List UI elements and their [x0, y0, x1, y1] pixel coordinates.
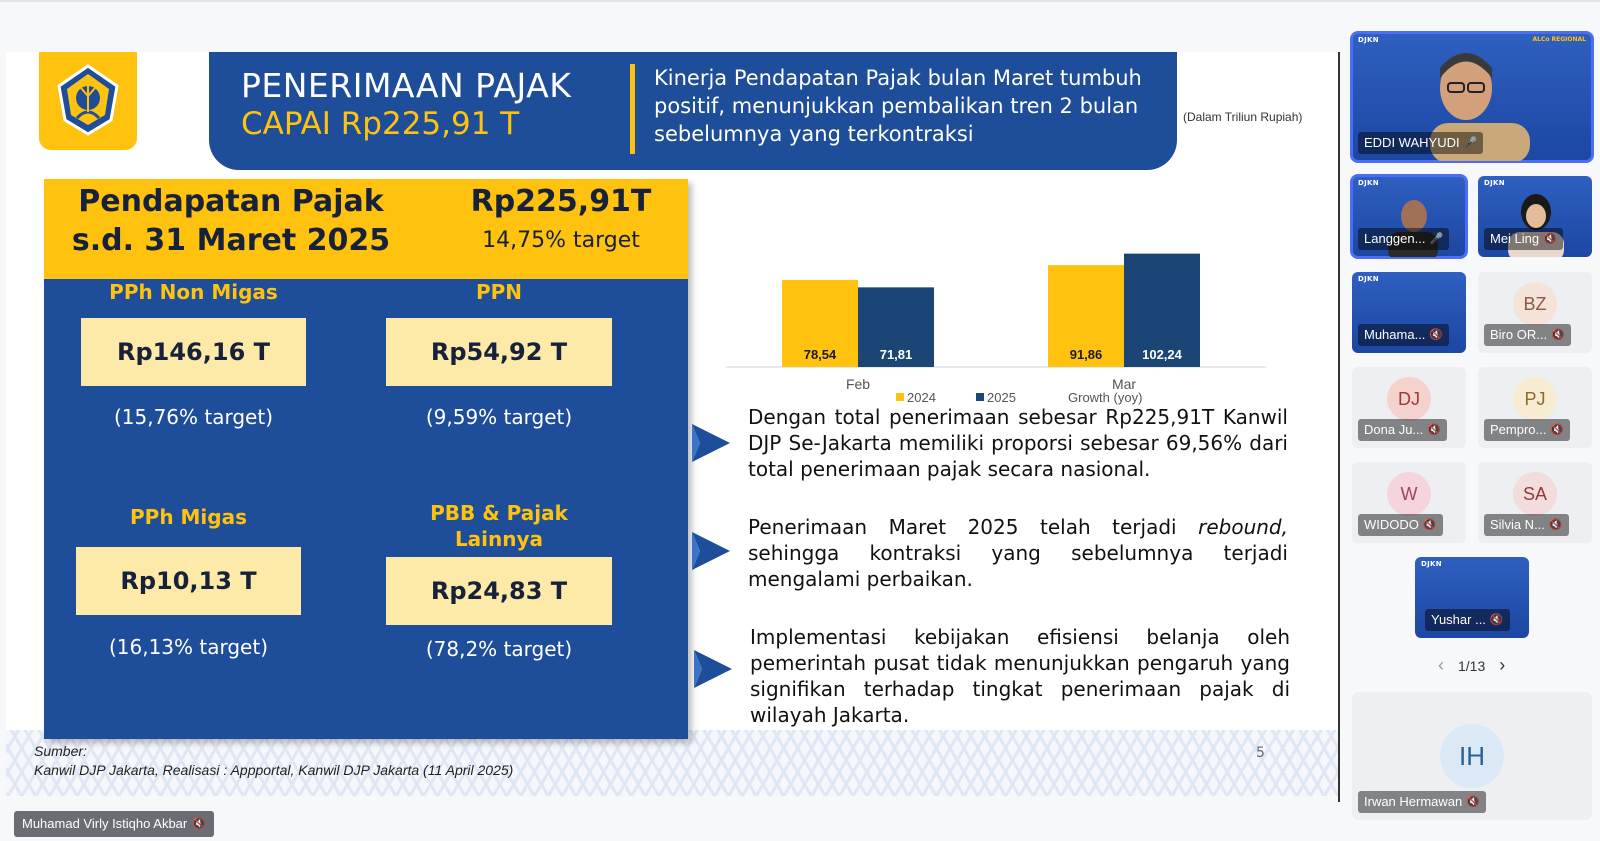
bullet-text-italic: rebound,: [1198, 515, 1288, 539]
participant-name: [1358, 419, 1447, 441]
emblem-icon: [39, 52, 137, 150]
participant-tile[interactable]: [1415, 557, 1529, 638]
avatar: BZ: [1513, 282, 1557, 326]
category-label-line2: Lainnya: [454, 527, 544, 551]
participant-name-text: EDDI WAHYUDI: [1364, 135, 1460, 150]
category-target: (78,2% target): [425, 637, 573, 661]
chart-category-label: Mar: [1111, 376, 1137, 392]
participant-tile[interactable]: [1352, 692, 1592, 820]
mic-muted-icon: 🔇: [1427, 424, 1441, 436]
participant-tile[interactable]: [1478, 176, 1592, 257]
play-arrow-icon: [688, 646, 734, 692]
next-page-button[interactable]: ›: [1499, 655, 1506, 675]
bullet-text: [748, 514, 1288, 592]
participant-name: [1358, 228, 1449, 250]
revenue-bar-chart: [726, 217, 1296, 407]
participant-name: [1484, 228, 1563, 250]
category-label-line1: PBB & Pajak: [430, 501, 568, 525]
category-target: (9,59% target): [425, 405, 573, 429]
bullet-text-part: Penerimaan Maret 2025 telah terjadi: [748, 515, 1199, 539]
participant-name-text: WIDODO: [1364, 517, 1419, 532]
avatar: DJ: [1387, 377, 1431, 421]
summary-target: 14,75% target: [482, 228, 640, 253]
participant-name: [1484, 324, 1571, 346]
participant-name-text: Biro OR...: [1490, 327, 1548, 342]
category-target: (16,13% target): [108, 635, 269, 659]
participant-name-text: Dona Ju...: [1364, 422, 1424, 437]
mic-icon: 🎤: [1463, 137, 1478, 149]
self-name: Muhamad Virly Istiqho Akbar: [22, 816, 188, 831]
play-arrow-icon: [686, 420, 732, 466]
participant-tile[interactable]: [1478, 462, 1592, 543]
self-name-tag: [14, 811, 214, 837]
participant-name: [1425, 609, 1510, 631]
participant-name-text: Mei Ling: [1490, 231, 1540, 246]
bullet-text: Implementasi kebijakan efisiensi belanja oleh pemerintah pusat tidak menunjukkan pengaruh yang signifikan terhadap tingkat penerimaan pajak di wilayah Jakarta.: [750, 625, 1290, 727]
category-label: PPN: [475, 280, 523, 304]
participant-name: [1358, 791, 1486, 813]
summary-title-line2: s.d. 31 Maret 2025: [71, 223, 391, 258]
mic-muted-icon: 🔇: [1489, 614, 1504, 626]
bullet-text: Dengan total penerimaan sebesar Rp225,91T Kanwil DJP Se-Jakarta memiliki proporsi sebesar 69,56% dari total penerimaan pajak secara nasional.: [748, 405, 1288, 481]
participant-name-text: Silvia N...: [1490, 517, 1545, 532]
page-indicator: 1/13: [1458, 657, 1486, 674]
title-divider: [630, 64, 635, 154]
participant-name-text: Irwan Hermawan: [1364, 794, 1463, 809]
mic-muted-icon: 🔇: [192, 818, 206, 830]
category-label: PPh Migas: [130, 505, 247, 529]
category-amount: Rp10,13 T: [76, 547, 301, 615]
mic-muted-icon: 🔇: [1548, 519, 1563, 531]
participant-name: [1358, 514, 1443, 536]
brand-logo: ALCo REGIONAL: [1532, 36, 1586, 43]
slide-title-amount: CAPAI Rp225,91 T: [241, 106, 520, 142]
participant-name: [1484, 419, 1570, 441]
category-amount: Rp24,83 T: [386, 557, 612, 625]
shared-slide: [6, 52, 1340, 796]
chart-data-label: 91,86: [1069, 347, 1103, 362]
brand-logo: DJKN: [1421, 560, 1442, 568]
legend-entry: 2024: [907, 390, 936, 405]
brand-logo: DJKN: [1358, 275, 1379, 283]
bullet-text-part: sehingga kontraksi yang sebelumnya terjadi mengalami perbaikan.: [748, 541, 1288, 591]
avatar: PJ: [1513, 377, 1557, 421]
participant-tile[interactable]: [1352, 462, 1466, 543]
slide-title: PENERIMAAN PAJAK: [241, 66, 572, 105]
mic-muted-icon: 🔇: [1551, 329, 1565, 341]
participant-name-text: Yushar ...: [1431, 612, 1486, 627]
source-text: Kanwil DJP Jakarta, Realisasi : Appportal, Kanwil DJP Jakarta (11 April 2025): [34, 762, 514, 778]
mic-muted-icon: 🔇: [1466, 796, 1480, 808]
unit-note: (Dalam Triliun Rupiah): [1183, 110, 1303, 124]
category-label: [386, 500, 612, 552]
mic-muted-icon: 🔇: [1550, 424, 1565, 436]
participant-tile[interactable]: [1352, 176, 1466, 257]
avatar: W: [1387, 472, 1431, 516]
legend-entry: 2025: [987, 390, 1016, 405]
participant-name-text: Pempro...: [1490, 422, 1547, 437]
avatar: IH: [1440, 724, 1504, 788]
chart-data-label: 71,81: [879, 347, 913, 362]
prev-page-button[interactable]: ‹: [1438, 655, 1444, 675]
source-label: Sumber:: [34, 743, 87, 759]
kemenkeu-logo: [39, 52, 137, 150]
summary-amount: Rp225,91T: [470, 184, 652, 219]
participant-pager: [1438, 655, 1505, 676]
mic-muted-icon: 🔇: [1429, 329, 1444, 341]
summary-title-line1: Pendapatan Pajak: [78, 184, 384, 219]
slide-subtitle: Kinerja Pendapatan Pajak bulan Maret tumbuh positif, menunjukkan pembalikan tren 2 bulan sebelumnya yang terkontraksi: [654, 66, 1142, 146]
participant-tile[interactable]: [1352, 272, 1466, 353]
summary-title: [66, 182, 396, 260]
brand-logo: DJKN: [1358, 179, 1379, 187]
mic-muted-icon: 🔇: [1543, 233, 1557, 245]
brand-logo: DJKN: [1484, 179, 1505, 187]
participant-tile[interactable]: [1478, 272, 1592, 353]
participant-name: [1358, 132, 1483, 154]
legend-entry: Growth (yoy): [1068, 390, 1143, 405]
chart-data-label: 78,54: [803, 347, 837, 362]
source-note: [34, 742, 513, 780]
category-target: (15,76% target): [113, 405, 274, 429]
participant-tile[interactable]: [1352, 367, 1466, 448]
participant-tile[interactable]: [1478, 367, 1592, 448]
participant-name: [1484, 514, 1569, 536]
mic-icon: 🎤: [1429, 233, 1444, 245]
category-label: PPh Non Migas: [109, 280, 278, 304]
participant-name-text: Muhama...: [1364, 327, 1426, 342]
play-arrow-icon: [686, 528, 732, 574]
avatar: SA: [1513, 472, 1557, 516]
panel-divider: [1338, 52, 1340, 802]
legend-swatch: [896, 393, 904, 401]
top-bar: [0, 0, 1600, 2]
brand-logo: DJKN: [1358, 36, 1379, 44]
category-amount: Rp146,16 T: [81, 318, 306, 386]
participant-tile[interactable]: [1352, 33, 1592, 161]
category-amount: Rp54,92 T: [386, 318, 612, 386]
participant-name: [1358, 324, 1449, 346]
chart-data-label: 102,24: [1142, 347, 1182, 362]
legend-swatch: [976, 393, 984, 401]
page-number: 5: [1256, 745, 1265, 761]
participant-name-text: Langgen...: [1364, 231, 1426, 246]
mic-muted-icon: 🔇: [1422, 519, 1437, 531]
chart-category-label: Feb: [845, 376, 871, 392]
